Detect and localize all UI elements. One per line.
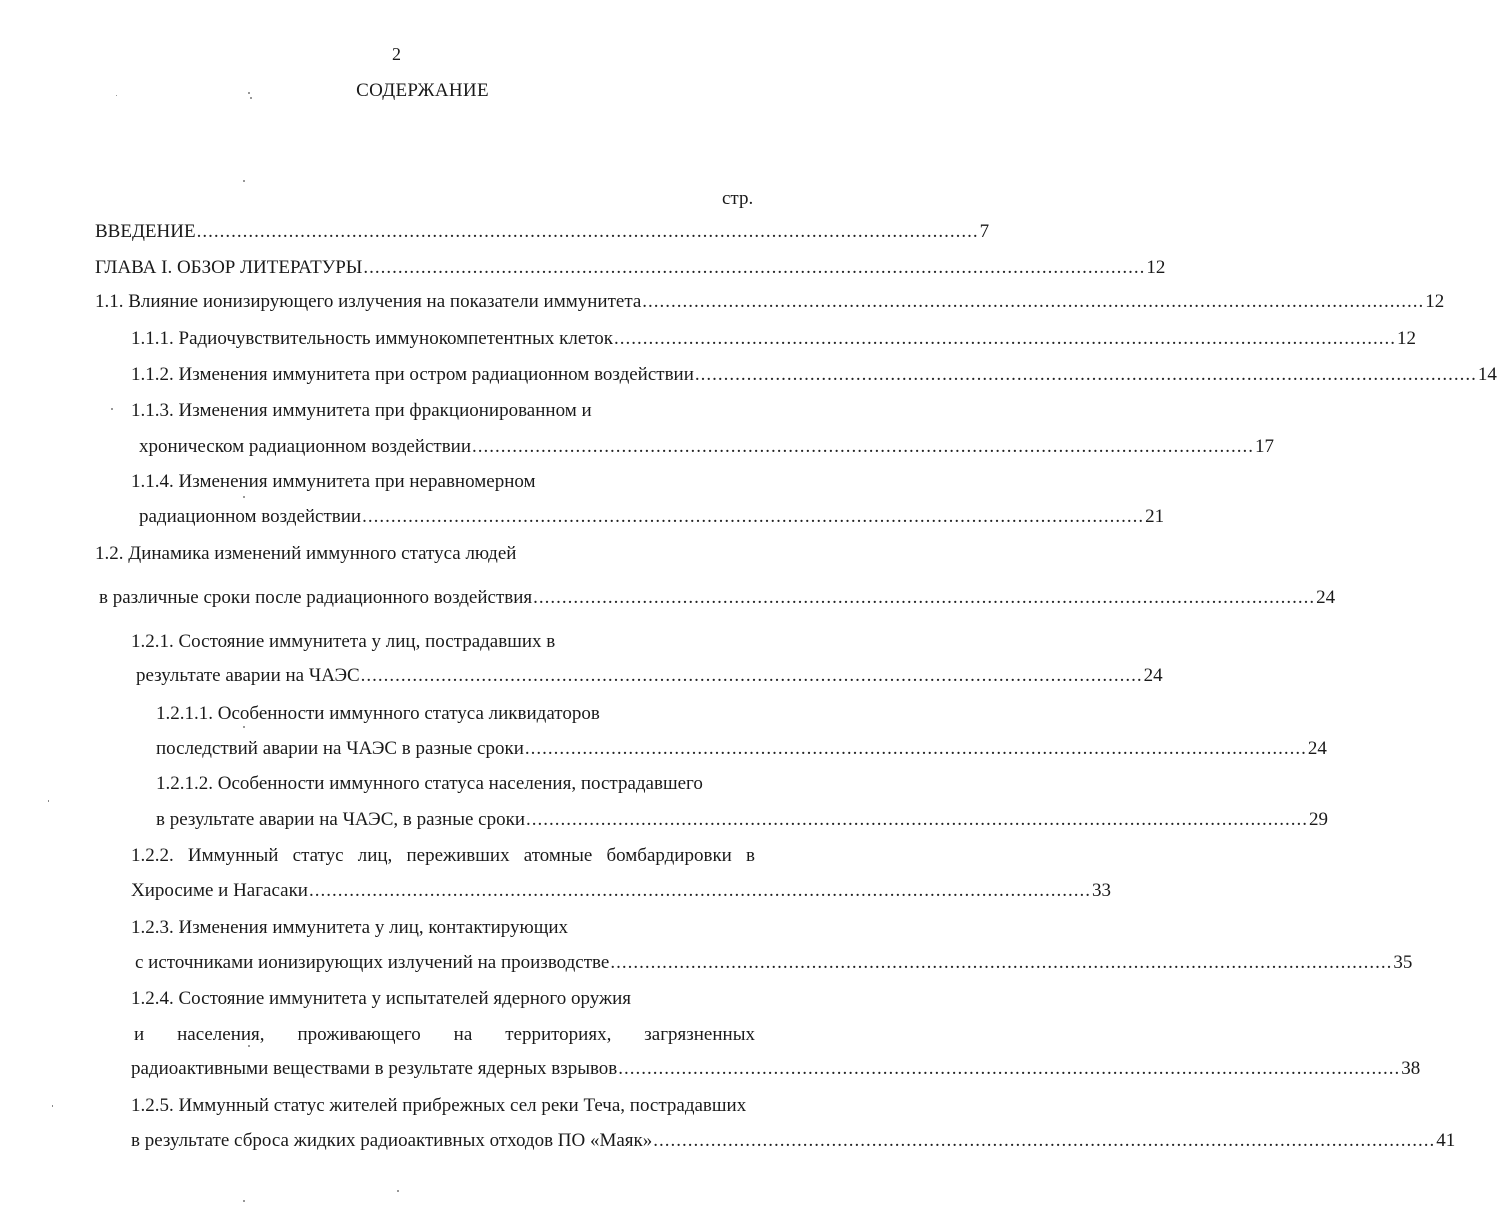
toc-entry-1-1-1[interactable]	[131, 327, 1417, 351]
dot-leader: ........................................................................................................................................	[196, 221, 979, 242]
toc-entry-text: ГЛАВА I. ОБЗОР ЛИТЕРАТУРЫ	[95, 257, 363, 278]
page-title: СОДЕРЖАНИЕ	[356, 80, 489, 101]
toc-entry-1-2-1-line2[interactable]	[136, 664, 1163, 688]
toc-entry-text: в результате аварии на ЧАЭС, в разные сроки	[156, 809, 525, 830]
toc-entry-page: 7	[979, 221, 990, 242]
toc-entry-1-2-4-line2[interactable]	[134, 1023, 755, 1047]
toc-entry-1-2-3-line2[interactable]	[135, 951, 1413, 975]
toc-entry-1-1[interactable]	[95, 290, 1445, 314]
dot-leader: ........................................................................................................................................	[360, 665, 1143, 686]
toc-entry-1-1-3-line1[interactable]: 1.1.3. Изменения иммунитета при фракционированном и	[131, 400, 592, 421]
toc-entry-text: последствий аварии на ЧАЭС в разные сроки	[156, 738, 524, 759]
toc-entry-text: радиационном воздействии	[139, 506, 362, 527]
page-number: 2	[392, 44, 401, 64]
toc-entry-text: с источниками ионизирующих излучений на производстве	[135, 952, 610, 973]
toc-entry-text: Хиросиме и Нагасаки	[131, 880, 308, 901]
toc-word: населения,	[177, 1024, 265, 1045]
dot-leader: ........................................................................................................................................	[614, 328, 1397, 349]
toc-word: загрязненных	[644, 1024, 755, 1045]
dot-leader: ........................................................................................................................................	[472, 436, 1255, 457]
toc-entry-chapter-1[interactable]	[95, 256, 1166, 280]
toc-word: лиц,	[357, 845, 393, 866]
toc-word: в	[746, 845, 755, 866]
toc-word: статус	[292, 845, 344, 866]
toc-entry-page: 29	[1309, 809, 1328, 830]
scan-speck	[116, 95, 117, 96]
toc-entry-1-2-5-line2[interactable]	[131, 1129, 1456, 1153]
toc-entry-page: 24	[1307, 738, 1327, 759]
toc-entry-page: 17	[1255, 436, 1275, 457]
toc-entry-page: 12	[1425, 291, 1445, 312]
dot-leader: ........................................................................................................................................	[526, 809, 1308, 830]
toc-entry-1-2-2-line2[interactable]	[131, 879, 1111, 903]
toc-entry-1-2-1-2-line1[interactable]: 1.2.1.2. Особенности иммунного статуса населения, пострадавшего	[156, 773, 703, 794]
toc-entry-1-2-3-line1[interactable]: 1.2.3. Изменения иммунитета у лиц, контактирующих	[131, 917, 569, 938]
dot-leader: ........................................................................................................................................	[610, 952, 1393, 973]
scan-speck	[397, 1190, 399, 1192]
dot-leader: ........................................................................................................................................	[524, 738, 1307, 759]
toc-entry-page: 38	[1401, 1058, 1421, 1079]
toc-entry-1-1-4-line1[interactable]: 1.1.4. Изменения иммунитета при неравномерном	[131, 471, 536, 492]
toc-entry-text: в результате сброса жидких радиоактивных отходов ПО «Маяк»	[131, 1130, 653, 1151]
dot-leader: ........................................................................................................................................	[533, 587, 1316, 608]
dot-leader: ........................................................................................................................................	[653, 1130, 1436, 1151]
scan-speck	[48, 800, 49, 802]
scan-speck	[248, 92, 250, 94]
toc-entry-1-2-5-line1[interactable]: 1.2.5. Иммунный статус жителей прибрежных сел реки Теча, пострадавших	[131, 1095, 747, 1116]
toc-word: территориях,	[505, 1024, 612, 1045]
dot-leader: ........................................................................................................................................	[308, 880, 1091, 901]
toc-entry-1-2-line2[interactable]	[99, 586, 1336, 610]
toc-word: на	[453, 1024, 473, 1045]
toc-entry-1-1-3-line2[interactable]	[139, 435, 1275, 459]
toc-entry-1-2-1-1-line1[interactable]: 1.2.1.1. Особенности иммунного статуса ликвидаторов	[156, 703, 600, 724]
dot-leader: ........................................................................................................................................	[362, 506, 1145, 527]
toc-entry-1-1-4-line2[interactable]	[139, 505, 1165, 529]
scan-speck	[250, 97, 252, 99]
toc-entry-1-2-4-line3[interactable]	[131, 1057, 1421, 1081]
page-column-label: стр.	[722, 188, 754, 209]
toc-entry-1-2-1-line1[interactable]: 1.2.1. Состояние иммунитета у лиц, пострадавших в	[131, 631, 556, 652]
toc-entry-1-2-1-1-line2[interactable]	[156, 737, 1327, 761]
toc-word: и	[134, 1024, 145, 1045]
toc-entry-text: хроническом радиационном воздействии	[139, 436, 472, 457]
toc-entry-page: 24	[1143, 665, 1163, 686]
toc-entry-page: 12	[1397, 328, 1417, 349]
toc-word: переживших	[406, 845, 510, 866]
scan-speck	[243, 180, 245, 182]
toc-entry-1-2-line1[interactable]: 1.2. Динамика изменений иммунного статуса людей	[95, 543, 517, 564]
toc-entry-page: 41	[1436, 1130, 1456, 1151]
toc-entry-text: 1.1. Влияние ионизирующего излучения на показатели иммунитета	[95, 291, 642, 312]
toc-word: бомбардировки	[606, 845, 732, 866]
toc-entry-text: результате аварии на ЧАЭС	[136, 665, 360, 686]
dot-leader: ........................................................................................................................................	[642, 291, 1425, 312]
scan-speck	[52, 1105, 53, 1107]
toc-entry-page: 14	[1477, 364, 1497, 385]
toc-word: 1.2.2.	[131, 845, 174, 866]
scan-speck	[243, 726, 245, 728]
toc-entry-1-2-1-2-line2[interactable]	[156, 808, 1328, 832]
scan-speck	[243, 496, 245, 498]
toc-word: атомные	[523, 845, 593, 866]
toc-word: Иммунный	[187, 845, 279, 866]
dot-leader: ........................................................................................................................................	[694, 364, 1477, 385]
toc-entry-1-2-4-line1[interactable]: 1.2.4. Состояние иммунитета у испытателей ядерного оружия	[131, 988, 631, 1009]
toc-entry-page: 35	[1393, 952, 1413, 973]
scan-speck	[111, 408, 113, 410]
dot-leader: ........................................................................................................................................	[618, 1058, 1401, 1079]
toc-entry-text: 1.1.1. Радиочувствительность иммунокомпетентных клеток	[131, 328, 614, 349]
toc-word: проживающего	[297, 1024, 421, 1045]
toc-entry-text: ВВЕДЕНИЕ	[95, 221, 196, 242]
toc-entry-page: 33	[1091, 880, 1111, 901]
toc-entry-text: в различные сроки после радиационного воздействия	[99, 587, 533, 608]
toc-entry-1-2-2-line1[interactable]	[131, 844, 755, 868]
scan-speck	[248, 1045, 250, 1047]
toc-entry-1-1-2[interactable]	[131, 363, 1497, 387]
toc-entry-text: 1.1.2. Изменения иммунитета при остром радиационном воздействии	[131, 364, 694, 385]
dot-leader: ........................................................................................................................................	[363, 257, 1146, 278]
toc-entry-intro[interactable]	[95, 220, 990, 244]
toc-entry-page: 21	[1145, 506, 1165, 527]
scan-speck	[243, 1200, 245, 1202]
toc-entry-page: 12	[1146, 257, 1166, 278]
toc-entry-text: радиоактивными веществами в результате ядерных взрывов	[131, 1058, 618, 1079]
toc-entry-page: 24	[1316, 587, 1336, 608]
